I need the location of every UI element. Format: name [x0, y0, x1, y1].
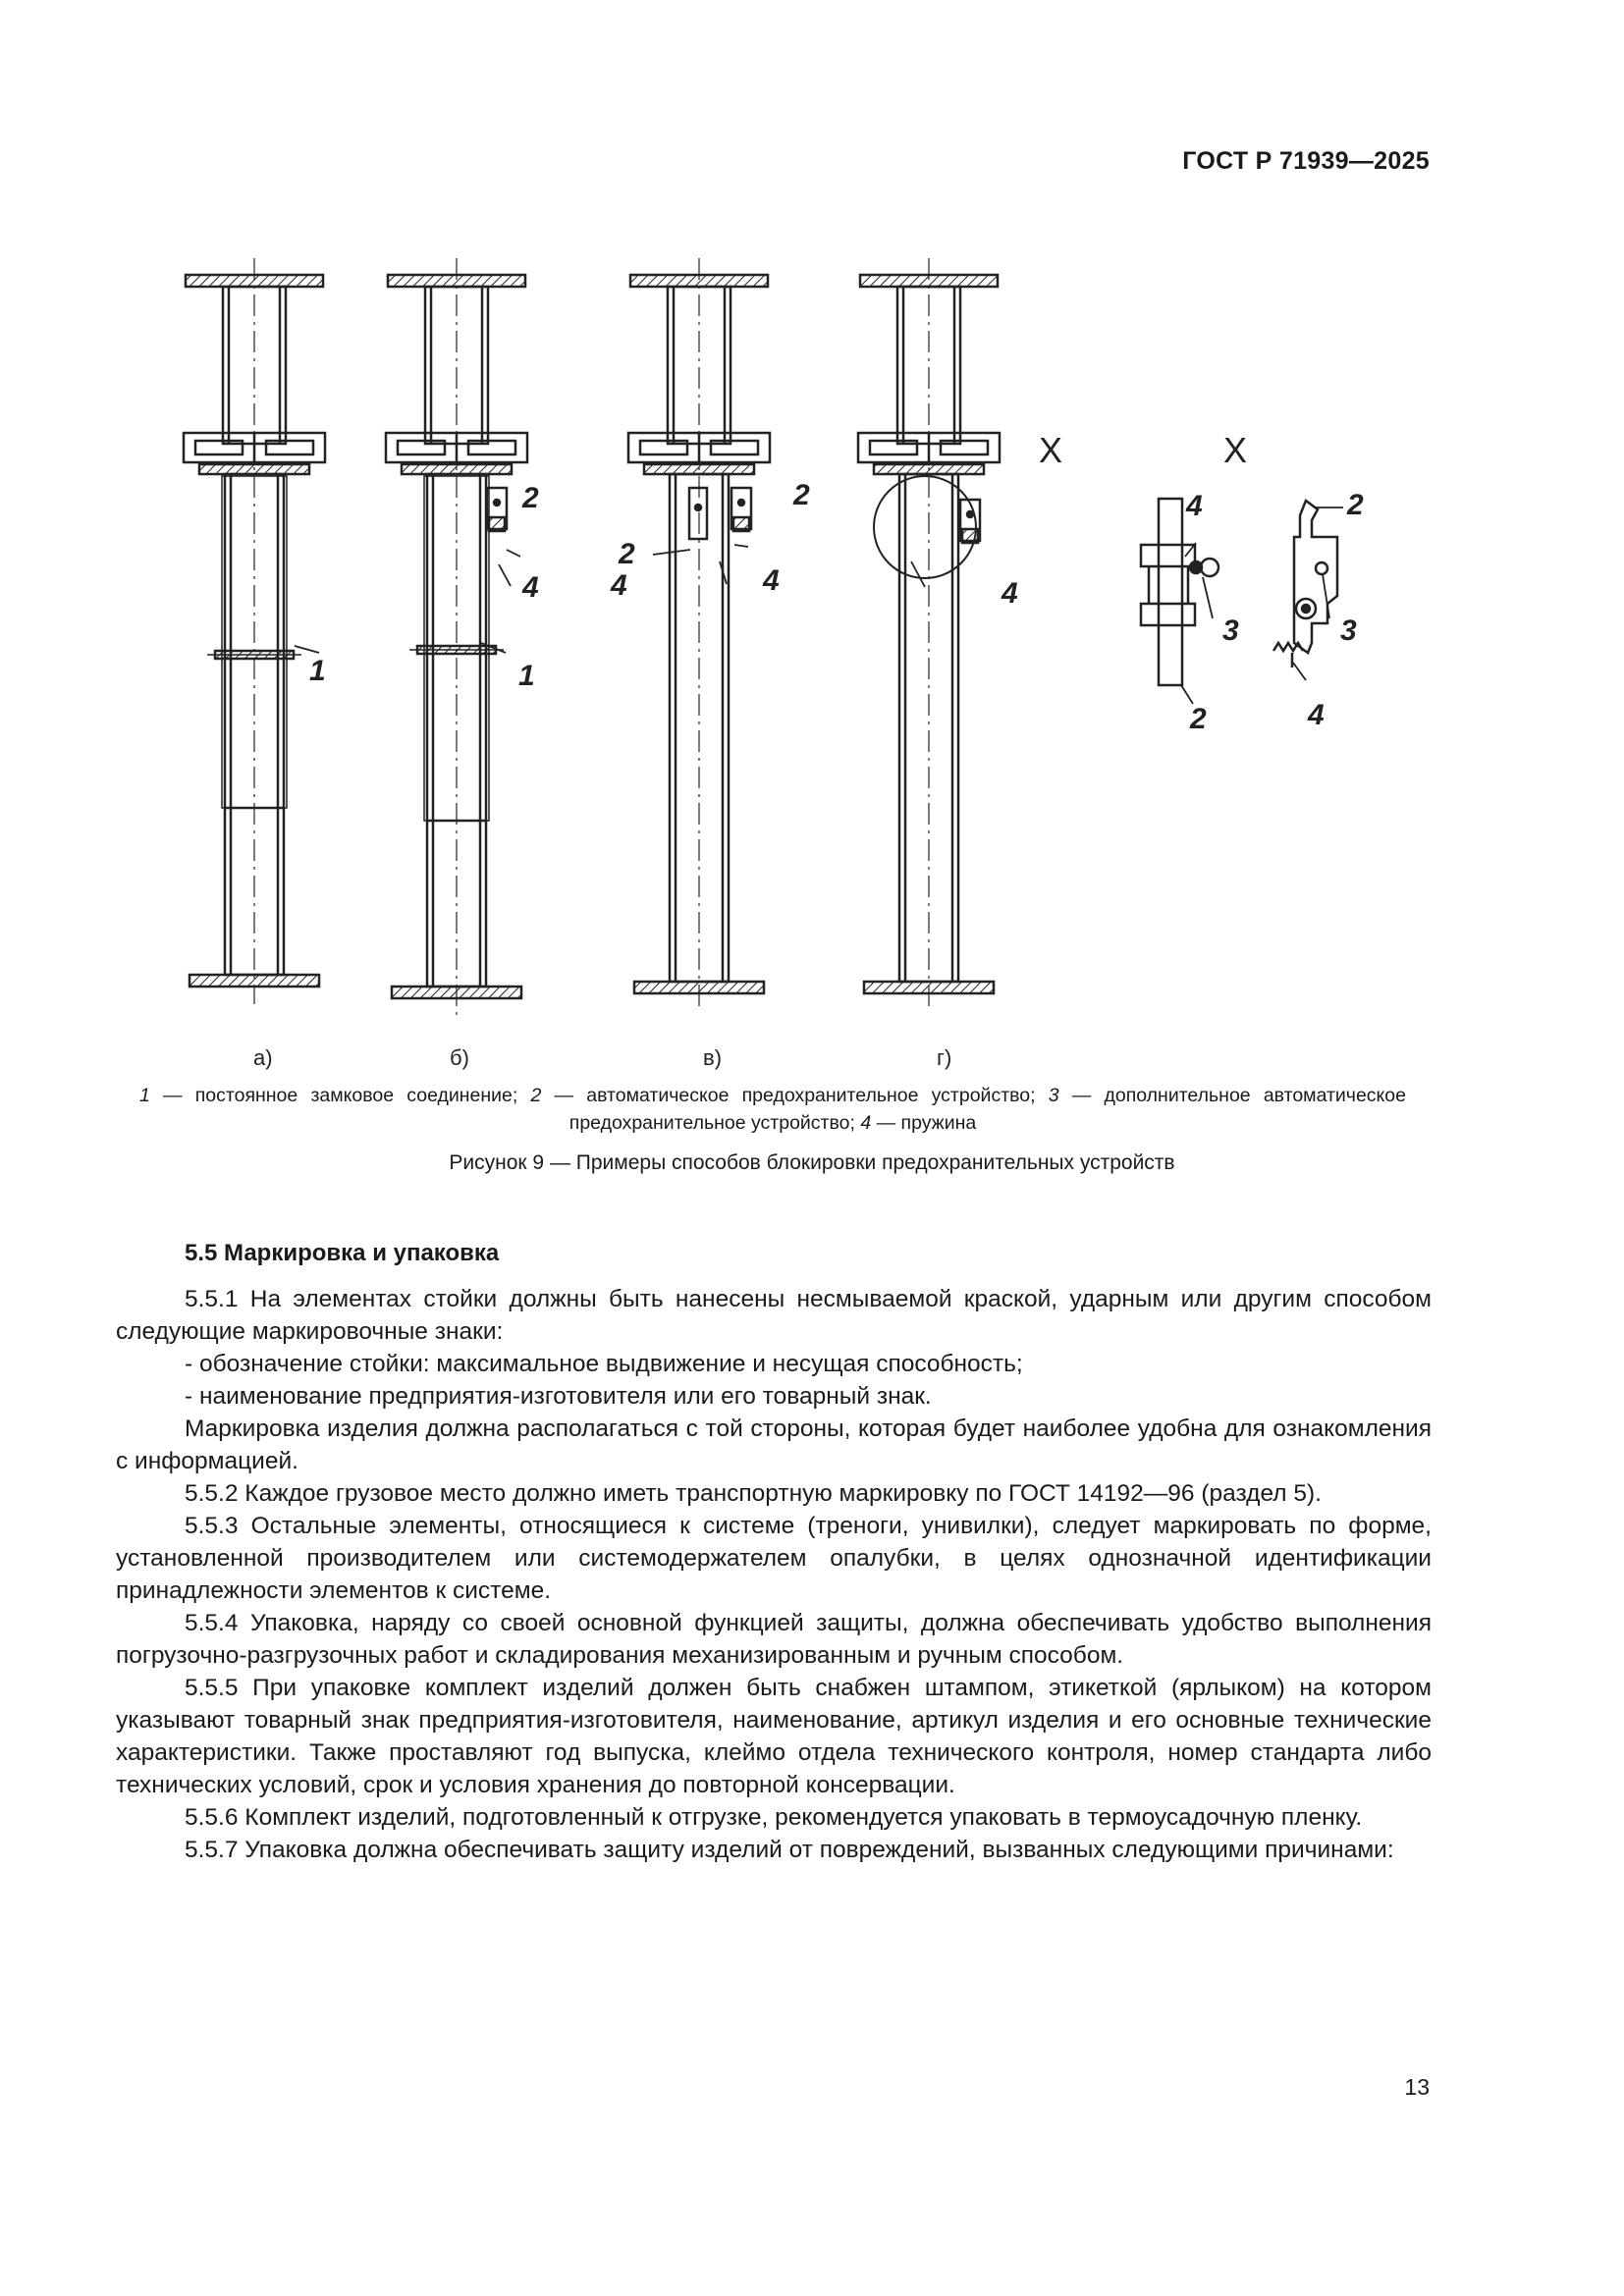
legend-text-1: — постоянное замковое соединение;	[149, 1085, 531, 1106]
callout-2-b: 2	[522, 482, 539, 514]
subfigure-label-a: а)	[253, 1045, 273, 1070]
document-header: ГОСТ Р 71939—2025	[1182, 147, 1430, 175]
callout-4-c-left: 4	[611, 569, 627, 602]
detail-marker-x-detail: X	[1223, 430, 1248, 470]
figure-caption: Рисунок 9 — Примеры способов блокировки предохранительных устройств	[449, 1151, 1175, 1174]
bullet-item-manufacturer: - наименование предприятия-изготовителя или его товарный знак.	[185, 1383, 932, 1410]
paragraph-marking-location: Маркировка изделия должна располагаться с той стороны, которая будет наиболее удобна для ознакомления с информацией.	[116, 1415, 1432, 1474]
bullet-item-designation: - обозначение стойки: максимальное выдвижение и несущая способность;	[185, 1351, 1023, 1377]
paragraph-5-5-7: 5.5.7 Упаковка должна обеспечивать защиту изделий от повреждений, вызванных следующими причинами:	[185, 1837, 1394, 1863]
detail-view-right	[1273, 501, 1337, 667]
paragraph-5-5-1: 5.5.1 На элементах стойки должны быть нанесены несмываемой краской, ударным или другим способом следующие маркировочные знаки:	[116, 1286, 1432, 1345]
paragraph-5-5-4: 5.5.4 Упаковка, наряду со своей основной функцией защиты, должна обеспечивать удобство выполнения погрузочно-разгрузочных работ и складирования механизированным и ручным способом.	[116, 1610, 1432, 1669]
page-number: 13	[1404, 2074, 1430, 2100]
callout-3-detail-right: 3	[1340, 614, 1357, 647]
figure-legend	[139, 1082, 1406, 1137]
callout-4-detail-right: 4	[1308, 699, 1325, 731]
callout-2-c-right: 2	[793, 479, 810, 511]
legend-num-1: 1	[139, 1085, 150, 1106]
callout-2-detail-right: 2	[1347, 489, 1364, 521]
callout-4-b: 4	[522, 571, 539, 604]
paragraph-5-5-2: 5.5.2 Каждое грузовое место должно иметь транспортную маркировку по ГОСТ 14192—96 (раздел 5).	[185, 1480, 1322, 1507]
callout-4-detail-left: 4	[1186, 490, 1203, 522]
subfigure-label-c: в)	[703, 1045, 723, 1070]
safety-device-c-left	[689, 488, 707, 539]
callout-4-d: 4	[1001, 577, 1018, 610]
legend-num-2: 2	[530, 1085, 542, 1106]
section-title: 5.5 Маркировка и упаковка	[185, 1240, 500, 1266]
detail-marker-x-main: X	[1039, 430, 1063, 470]
paragraph-5-5-5: 5.5.5 При упаковке комплект изделий должен быть снабжен штампом, этикеткой (ярлыком) на котором указывают товарный знак предприятия-изготовителя, наименование, артикул изделия и его основные технические характеристики. Также проставляют год выпуска, клеймо отдела технического контроля, номер стандарта либо технических условий, срок и условия хранения до повторной консервации.	[116, 1675, 1432, 1798]
legend-num-4: 4	[860, 1112, 872, 1134]
subfigure-label-b: б)	[450, 1045, 469, 1070]
callout-3-detail-left: 3	[1222, 614, 1239, 647]
paragraph-5-5-6: 5.5.6 Комплект изделий, подготовленный к отгрузке, рекомендуется упаковать в термоусадочную пленку.	[185, 1804, 1363, 1831]
figure-9-drawing	[137, 250, 1443, 1134]
legend-text-3: — дополнительное автоматическое предохранительное устройство;	[568, 1085, 1406, 1134]
section-body	[116, 1283, 1432, 1866]
callout-1-b: 1	[518, 660, 535, 692]
legend-text-4: — пружина	[871, 1112, 977, 1134]
subfigure-label-d: г)	[937, 1045, 952, 1070]
callout-2-detail-left: 2	[1190, 703, 1207, 735]
callout-1-a: 1	[309, 655, 326, 687]
paragraph-5-5-3: 5.5.3 Остальные элементы, относящиеся к системе (треноги, унивилки), следует маркировать по форме, установленной производителем или системодержателем опалубки, в целях однозначной идентификации принадлежности элементов к системе.	[116, 1513, 1432, 1604]
legend-num-3: 3	[1048, 1085, 1059, 1106]
callout-2-c-left: 2	[619, 538, 635, 570]
callout-4-c-right: 4	[763, 564, 780, 597]
legend-text-2: — автоматическое предохранительное устройство;	[541, 1085, 1049, 1106]
